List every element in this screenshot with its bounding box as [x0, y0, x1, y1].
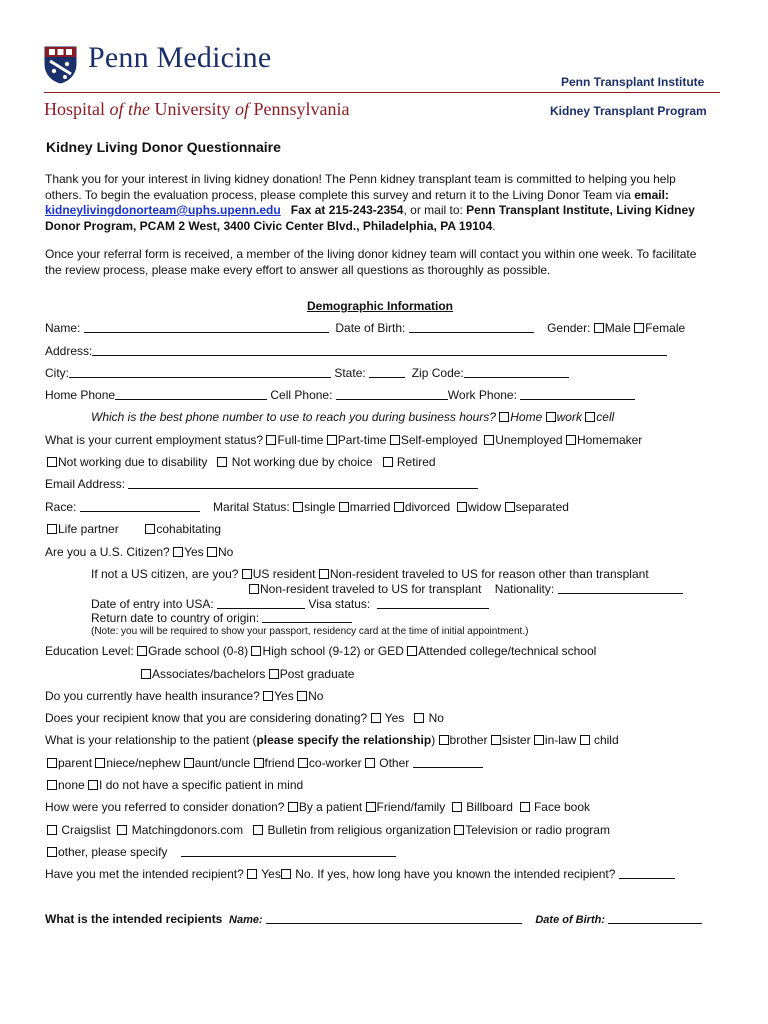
entry-date-field[interactable] — [217, 597, 305, 609]
life-partner-checkbox[interactable] — [47, 524, 57, 534]
knows-yes-checkbox[interactable] — [371, 713, 381, 723]
married-checkbox[interactable] — [339, 502, 349, 512]
tv-radio-checkbox[interactable] — [454, 825, 464, 835]
row-marital-2: Life partner cohabitating — [47, 522, 221, 536]
cell-phone-field[interactable] — [336, 388, 448, 400]
nationality-field[interactable] — [558, 582, 683, 594]
row-nonres-tx: Non-resident traveled to US for transplant Nationality: — [249, 582, 683, 596]
row-relationship-2: parent niece/nephew aunt/uncle friend co-worker Other — [47, 756, 483, 770]
zip-field[interactable] — [464, 366, 569, 378]
visa-status-field[interactable] — [377, 597, 489, 609]
intro-paragraph-2: Once your referral form is received, a member of the living donor kidney team will contact you within one week. To facilitate the review process, please make every effort to answer all questions as thoroughly as possible. — [45, 247, 697, 277]
intro-paragraph: Thank you for your interest in living kidney donation! The Penn kidney transplant team is committed to helping you help others. To begin the evaluation process, please complete this survey and return it to the Living Donor Team via email: kidneylivingdonorteam@uphs.upenn.edu Fax at 215-243-2354, or mail to: Penn Transplant Institute, Living Kidney Donor Program, PCAM 2 West, 3400 Civic Center Blvd., Philadelphia, PA 19104. — [45, 172, 695, 233]
best-cell-checkbox[interactable] — [585, 412, 595, 422]
other-ref-field[interactable] — [181, 845, 396, 857]
homemaker-checkbox[interactable] — [566, 435, 576, 445]
friend-family-checkbox[interactable] — [366, 802, 376, 812]
female-checkbox[interactable] — [634, 323, 644, 333]
associates-checkbox[interactable] — [141, 669, 151, 679]
citizen-yes-checkbox[interactable] — [173, 547, 183, 557]
widow-checkbox[interactable] — [457, 502, 467, 512]
separated-checkbox[interactable] — [505, 502, 515, 512]
unemployed-checkbox[interactable] — [484, 435, 494, 445]
program-name: Kidney Transplant Program — [550, 104, 707, 118]
row-education-2: Associates/bachelors Post graduate — [141, 667, 354, 681]
return-date-field[interactable] — [262, 611, 352, 623]
no-patient-checkbox[interactable] — [88, 780, 98, 790]
passport-note: (Note: you will be required to show your passport, residency card at the time of initial appointment.) — [91, 626, 529, 637]
other-rel-field[interactable] — [413, 756, 483, 768]
parttime-checkbox[interactable] — [327, 435, 337, 445]
niece-nephew-checkbox[interactable] — [95, 758, 105, 768]
logo-rule — [44, 92, 720, 93]
cohabitating-checkbox[interactable] — [145, 524, 155, 534]
us-resident-checkbox[interactable] — [242, 569, 252, 579]
row-intended: What is the intended recipients Name: Date of Birth: — [45, 912, 702, 926]
how-long-field[interactable] — [619, 867, 675, 879]
nonres-other-checkbox[interactable] — [319, 569, 329, 579]
city-field[interactable] — [69, 366, 331, 378]
single-checkbox[interactable] — [293, 502, 303, 512]
row-employment: What is your current employment status? Full-time Part-time Self-employed Unemployed Homemaker — [45, 433, 643, 447]
retired-checkbox[interactable] — [383, 457, 393, 467]
matchingdonors-checkbox[interactable] — [117, 825, 127, 835]
other-ref-checkbox[interactable] — [47, 847, 57, 857]
aunt-uncle-checkbox[interactable] — [184, 758, 194, 768]
bulletin-checkbox[interactable] — [253, 825, 263, 835]
child-checkbox[interactable] — [580, 735, 590, 745]
by-patient-checkbox[interactable] — [288, 802, 298, 812]
best-home-checkbox[interactable] — [499, 412, 509, 422]
penn-medicine-wordmark: Penn Medicine — [88, 41, 272, 74]
row-entry: Date of entry into USA: Visa status: — [91, 597, 489, 611]
met-no-checkbox[interactable] — [281, 869, 291, 879]
name-field[interactable] — [84, 321, 329, 333]
fulltime-checkbox[interactable] — [266, 435, 276, 445]
best-work-checkbox[interactable] — [546, 412, 556, 422]
row-relationship-3: none I do not have a specific patient in mind — [47, 778, 303, 792]
row-education: Education Level: Grade school (0-8) High school (9-12) or GED Attended college/technical school — [45, 644, 597, 658]
billboard-checkbox[interactable] — [452, 802, 462, 812]
recipient-name-field[interactable] — [266, 912, 522, 924]
row-name: Name: Date of Birth: Gender: Male Female — [45, 321, 686, 335]
row-insurance: Do you currently have health insurance? Yes No — [45, 689, 324, 703]
facebook-checkbox[interactable] — [520, 802, 530, 812]
inlaw-checkbox[interactable] — [534, 735, 544, 745]
college-checkbox[interactable] — [407, 646, 417, 656]
craigslist-checkbox[interactable] — [47, 825, 57, 835]
page-title: Kidney Living Donor Questionnaire — [46, 139, 281, 155]
row-email: Email Address: — [45, 477, 478, 491]
work-phone-field[interactable] — [520, 388, 635, 400]
row-phones: Home Phone Cell Phone: Work Phone: — [45, 388, 635, 402]
section-title: Demographic Information — [307, 299, 454, 313]
none-checkbox[interactable] — [47, 780, 57, 790]
grade-school-checkbox[interactable] — [137, 646, 147, 656]
row-recipient-knows: Does your recipient know that you are considering donating? Yes No — [45, 711, 444, 725]
penn-shield-logo — [44, 46, 77, 84]
nonres-tx-checkbox[interactable] — [249, 584, 259, 594]
post-graduate-checkbox[interactable] — [269, 669, 279, 679]
row-relationship: What is your relationship to the patient (please specify the relationship) brother sister in-law child — [45, 733, 619, 747]
row-referred: How were you referred to consider donation? By a patient Friend/family Billboard Face book — [45, 800, 590, 814]
disability-checkbox[interactable] — [47, 457, 57, 467]
row-race: Race: Marital Status: single married divorced widow separated — [45, 500, 569, 514]
choice-checkbox[interactable] — [217, 457, 227, 467]
address-field[interactable] — [92, 344, 667, 356]
high-school-checkbox[interactable] — [251, 646, 261, 656]
parent-checkbox[interactable] — [47, 758, 57, 768]
state-field[interactable] — [369, 366, 405, 378]
recipient-dob-field[interactable] — [608, 912, 702, 924]
male-checkbox[interactable] — [594, 323, 604, 333]
row-address: Address: — [45, 344, 667, 358]
brother-checkbox[interactable] — [439, 735, 449, 745]
row-not-citizen: If not a US citizen, are you? US resident Non-resident traveled to US for reason other than transplant — [91, 567, 649, 581]
row-referred-2: Craigslist Matchingdonors.com Bulletin from religious organization Television or radio program — [47, 823, 610, 837]
row-city: City: State: Zip Code: — [45, 366, 569, 380]
row-best-phone: Which is the best phone number to use to reach you during business hours? Home work cell — [91, 410, 615, 424]
row-citizen: Are you a U.S. Citizen? Yes No — [45, 545, 234, 559]
institute-name: Penn Transplant Institute — [561, 75, 705, 89]
row-employment-2: Not working due to disability Not working due by choice Retired — [47, 455, 436, 469]
friend-checkbox[interactable] — [254, 758, 264, 768]
citizen-no-checkbox[interactable] — [207, 547, 217, 557]
row-referred-3: other, please specify — [47, 845, 396, 859]
email-link[interactable]: kidneylivingdonorteam@uphs.upenn.edu — [45, 203, 281, 217]
insurance-no-checkbox[interactable] — [297, 691, 307, 701]
row-return: Return date to country of origin: — [91, 611, 352, 625]
sister-checkbox[interactable] — [491, 735, 501, 745]
met-yes-checkbox[interactable] — [247, 869, 257, 879]
knows-no-checkbox[interactable] — [414, 713, 424, 723]
email-field[interactable] — [128, 477, 478, 489]
home-phone-field[interactable] — [115, 388, 267, 400]
selfemployed-checkbox[interactable] — [390, 435, 400, 445]
coworker-checkbox[interactable] — [298, 758, 308, 768]
divorced-checkbox[interactable] — [394, 502, 404, 512]
race-field[interactable] — [80, 500, 200, 512]
insurance-yes-checkbox[interactable] — [263, 691, 273, 701]
hospital-name: Hospital of the University of Pennsylvania — [44, 99, 350, 119]
row-met: Have you met the intended recipient? Yes No. If yes, how long have you known the intended recipient? — [45, 867, 675, 881]
other-rel-checkbox[interactable] — [365, 758, 375, 768]
dob-field[interactable] — [409, 321, 534, 333]
